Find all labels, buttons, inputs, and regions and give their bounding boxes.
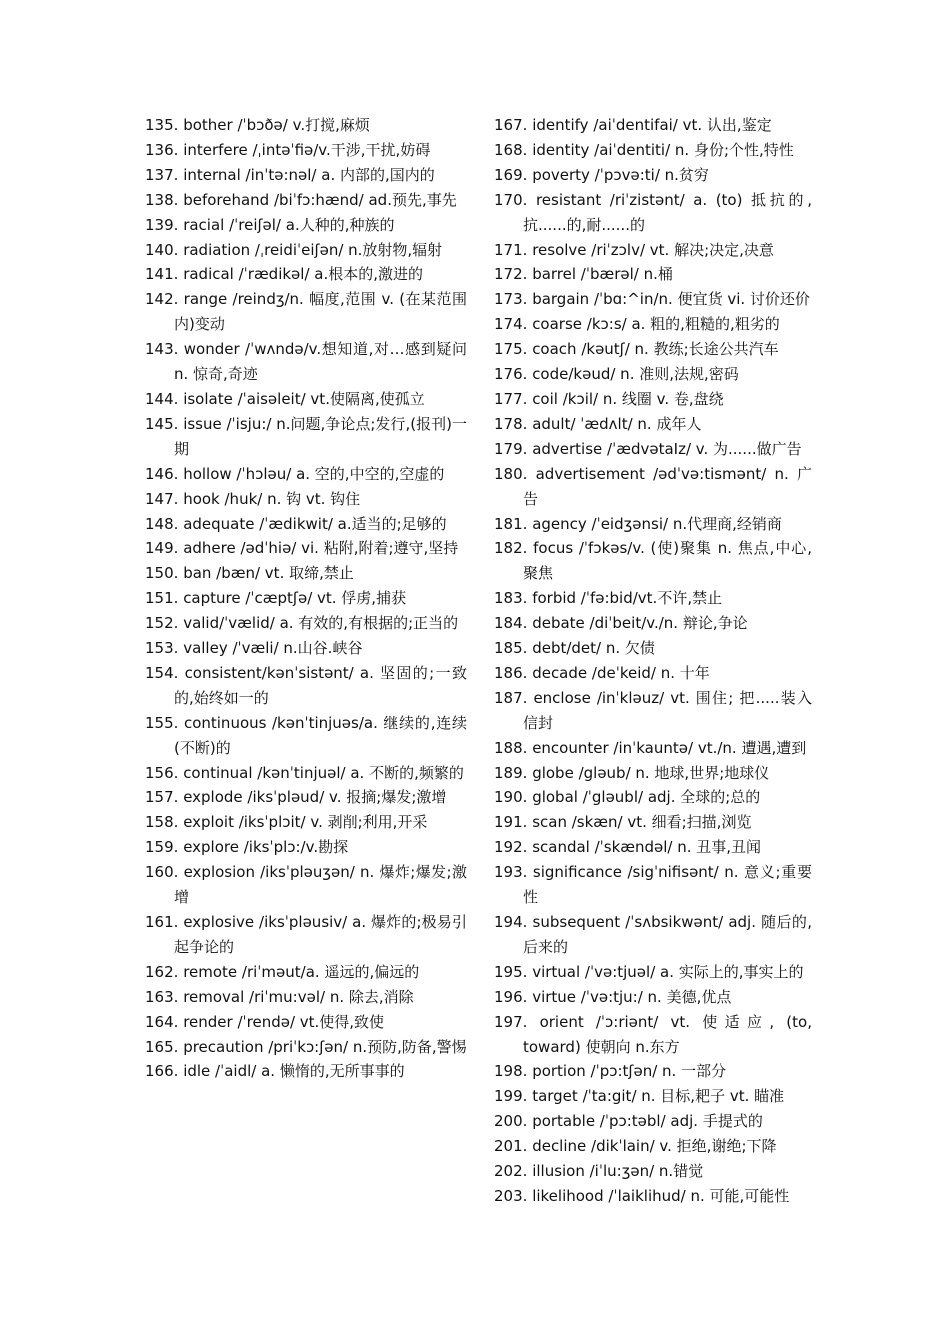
entry-text: advertisement /ədˈvə:tismənt/ n. 广告	[523, 464, 812, 508]
vocab-entry	[494, 312, 812, 337]
entry-number: 139.	[145, 215, 179, 234]
entry-number: 170.	[494, 190, 528, 209]
entry-text: identify /aiˈdentifai/ vt. 认出,鉴定	[532, 116, 772, 134]
vocab-entry	[494, 810, 812, 835]
entry-text: debt/det/ n. 欠债	[532, 639, 655, 658]
vocab-entry	[145, 412, 467, 462]
entry-number: 182.	[494, 539, 528, 558]
entry-text: hollow /ˈhɔləu/ a. 空的,中空的,空虚的	[183, 464, 445, 483]
vocab-entry	[145, 238, 467, 263]
entry-text: bargain /ˈbɑ:^in/n. 便宜货 vi. 讨价还价	[532, 290, 810, 309]
vocab-entry	[145, 960, 467, 985]
entry-text: precaution /priˈkɔ:ʃən/ n.预防,防备,警惕	[183, 1037, 467, 1056]
vocab-entry	[145, 810, 467, 835]
entry-number: 152.	[145, 614, 179, 633]
vocab-entry	[145, 113, 467, 138]
entry-number: 193.	[494, 863, 528, 882]
entry-text: remote /riˈməut/a. 遥远的,偏远的	[183, 962, 420, 981]
entry-number: 150.	[145, 564, 179, 583]
vocab-entry	[494, 362, 812, 387]
entry-text: enclose /inˈkləuz/ vt. 围住; 把.....装入信封	[523, 688, 812, 732]
entry-number: 155.	[145, 713, 179, 732]
entry-text: subsequent /ˈsʌbsikwənt/ adj. 随后的,后来的	[523, 913, 812, 956]
entry-text: barrel /ˈbærəl/ n.桶	[532, 265, 673, 284]
entry-text: encounter /inˈkauntə/ vt./n. 遭遇,遭到	[532, 738, 807, 757]
vocab-entry	[494, 113, 812, 138]
entry-number: 135.	[145, 116, 179, 134]
entry-text: ban /bæn/ vt. 取缔,禁止	[183, 564, 354, 583]
vocab-entry	[494, 1010, 812, 1060]
entry-number: 145.	[145, 414, 179, 433]
vocab-entry	[494, 985, 812, 1010]
entry-text: valid/ˈvælid/ a. 有效的,有根据的;正当的	[183, 614, 459, 633]
entry-text: significance /sigˈnifisənt/ n. 意义;重要性	[523, 863, 812, 907]
entry-number: 196.	[494, 987, 528, 1006]
entry-number: 191.	[494, 813, 528, 832]
entry-text: radiation /ˌreidiˈeiʃən/ n.放射物,辐射	[183, 240, 443, 259]
entry-number: 176.	[494, 365, 528, 384]
entry-text: adult/ ˈædʌlt/ n. 成年人	[532, 414, 702, 433]
entry-text: target /ˈta:git/ n. 目标,耙子 vt. 瞄准	[532, 1087, 785, 1106]
entry-text: bother /ˈbɔðə/ v.打搅,麻烦	[183, 116, 370, 134]
vocab-entry	[494, 262, 812, 287]
entry-text: resistant /riˈzistənt/ a. (to) 抵抗的,抗......的,耐......的	[523, 190, 812, 234]
entry-number: 140.	[145, 240, 179, 259]
entry-text: globe /gləub/ n. 地球,世界;地球仪	[532, 763, 770, 782]
entry-number: 151.	[145, 589, 179, 608]
vocab-entry	[494, 1059, 812, 1084]
entry-number: 171.	[494, 240, 528, 259]
entry-number: 183.	[494, 589, 528, 608]
entry-number: 168.	[494, 140, 528, 159]
vocab-entry	[145, 462, 467, 487]
entry-text: exploit /iksˈplɔit/ v. 剥削;利用,开采	[183, 813, 428, 832]
entry-number: 143.	[145, 340, 179, 359]
entry-text: explosive /iksˈpləusiv/ a. 爆炸的;极易引起争论的	[174, 913, 467, 956]
vocab-entry	[145, 387, 467, 412]
vocab-entry	[494, 611, 812, 636]
entry-text: internal /inˈtə:nəl/ a. 内部的,国内的	[183, 165, 435, 184]
vocab-entry	[494, 1109, 812, 1134]
entry-number: 187.	[494, 688, 528, 707]
entry-number: 180.	[494, 464, 528, 483]
entry-text: beforehand /biˈfɔ:hænd/ ad.预先,事先	[183, 190, 457, 209]
entry-text: coarse /kɔ:s/ a. 粗的,粗糙的,粗劣的	[532, 315, 780, 334]
vocab-entry	[494, 437, 812, 462]
entry-text: idle /ˈaidl/ a. 懒惰的,无所事事的	[183, 1062, 405, 1081]
entry-number: 137.	[145, 165, 179, 184]
entry-text: adhere /ədˈhiə/ vi. 粘附,附着;遵守,坚持	[183, 539, 459, 558]
vocab-entry	[494, 661, 812, 686]
vocab-entry	[145, 985, 467, 1010]
entry-number: 148.	[145, 514, 179, 533]
entry-text: radical /ˈrædikəl/ a.根本的,激进的	[183, 265, 424, 284]
entry-number: 195.	[494, 962, 528, 981]
entry-number: 169.	[494, 165, 528, 184]
entry-text: likelihood /ˈlaiklihud/ n. 可能,可能性	[532, 1186, 790, 1205]
entry-number: 153.	[145, 639, 179, 658]
entry-text: identity /aiˈdentiti/ n. 身份;个性,特性	[532, 140, 794, 159]
vocab-entry	[494, 138, 812, 163]
vocab-entry	[145, 337, 467, 387]
entry-number: 163.	[145, 987, 179, 1006]
vocab-entry	[494, 686, 812, 736]
entry-text: explode /iksˈpləud/ v. 报摘;爆发;激增	[183, 788, 447, 807]
entry-text: isolate /ˈaisəleit/ vt.使隔离,使孤立	[183, 389, 425, 408]
entry-number: 161.	[145, 913, 179, 931]
vocab-entry	[145, 262, 467, 287]
entry-number: 149.	[145, 539, 179, 558]
right-column	[494, 113, 812, 1209]
vocab-entry	[494, 1159, 812, 1184]
vocab-entry	[145, 1035, 467, 1060]
vocab-entry	[145, 1010, 467, 1035]
entry-text: interfere /ˌintəˈfiə/v.干涉,干扰,妨碍	[183, 140, 431, 159]
entry-number: 173.	[494, 290, 528, 309]
vocab-entry	[145, 661, 467, 711]
entry-number: 138.	[145, 190, 179, 209]
vocab-entry	[494, 636, 812, 661]
vocab-entry	[145, 287, 467, 337]
vocab-entry	[145, 536, 467, 561]
vocab-entry	[494, 1184, 812, 1209]
entry-text: agency /ˈeidʒənsi/ n.代理商,经销商	[532, 514, 782, 533]
entry-text: orient /ˈɔ:riənt/ vt. 使适应, (to, toward) 使朝向 n.东方	[523, 1012, 812, 1056]
vocab-entry	[145, 512, 467, 537]
entry-text: resolve /riˈzɔlv/ vt. 解决;决定,决意	[532, 240, 774, 259]
entry-number: 136.	[145, 140, 179, 159]
vocab-entry	[494, 238, 812, 263]
entry-number: 177.	[494, 389, 528, 408]
entry-number: 165.	[145, 1037, 179, 1056]
vocab-entry	[145, 213, 467, 238]
entry-number: 179.	[494, 439, 528, 458]
vocab-entry	[494, 960, 812, 985]
entry-text: continual /kənˈtinjuəl/ a. 不断的,频繁的	[183, 763, 464, 782]
entry-text: focus /ˈfɔkəs/v. (使)聚集 n. 焦点,中心,聚焦	[523, 539, 812, 583]
entry-text: coach /kəutʃ/ n. 教练;长途公共汽车	[532, 340, 779, 359]
vocab-entry	[145, 860, 467, 910]
entry-text: illusion /iˈlu:ʒən/ n.错觉	[532, 1162, 704, 1181]
entry-number: 141.	[145, 265, 179, 284]
entry-text: virtue /ˈvə:tju:/ n. 美德,优点	[532, 987, 732, 1006]
entry-text: scandal /ˈskændəl/ n. 丑事,丑闻	[532, 838, 762, 857]
vocab-entry	[145, 835, 467, 860]
entry-text: forbid /ˈfə:bid/vt.不许,禁止	[532, 589, 723, 608]
vocab-entry	[494, 188, 812, 238]
entry-text: range /reindʒ/n. 幅度,范围 v. (在某范围内)变动	[174, 290, 467, 334]
vocab-entry	[494, 736, 812, 761]
vocab-entry	[145, 188, 467, 213]
vocab-entry	[145, 611, 467, 636]
entry-text: adequate /ˈædikwit/ a.适当的;足够的	[183, 514, 447, 533]
vocab-entry	[494, 412, 812, 437]
vocab-entry	[145, 910, 467, 960]
entry-number: 159.	[145, 838, 179, 857]
entry-text: virtual /ˈvə:tjuəl/ a. 实际上的,事实上的	[532, 962, 804, 981]
entry-text: advertise /ˈædvətaIz/ v. 为......做广告	[532, 439, 802, 458]
vocab-entry	[494, 910, 812, 960]
left-column	[145, 113, 467, 1084]
entry-number: 167.	[494, 116, 528, 134]
entry-number: 144.	[145, 389, 179, 408]
entry-text: decade /deˈkeid/ n. 十年	[532, 663, 710, 682]
entry-text: debate /diˈbeit/v./n. 辩论,争论	[532, 614, 748, 633]
entry-number: 158.	[145, 813, 179, 832]
vocab-entry	[494, 536, 812, 586]
vocab-entry	[494, 586, 812, 611]
entry-number: 185.	[494, 639, 528, 658]
vocab-entry	[494, 1134, 812, 1159]
entry-number: 199.	[494, 1087, 528, 1106]
entry-text: code/kəud/ n. 准则,法规,密码	[532, 365, 739, 384]
entry-number: 201.	[494, 1137, 528, 1156]
vocab-entry	[145, 785, 467, 810]
vocab-entry	[494, 387, 812, 412]
entry-number: 147.	[145, 489, 179, 508]
entry-number: 156.	[145, 763, 179, 782]
vocab-entry	[494, 287, 812, 312]
entry-text: decline /dikˈlain/ v. 拒绝,谢绝;下降	[532, 1137, 777, 1156]
entry-number: 190.	[494, 788, 528, 807]
entry-text: consistent/kənˈsistənt/ a. 坚固的;一致的,始终如一的	[174, 663, 467, 707]
vocab-entry	[145, 138, 467, 163]
entry-number: 197.	[494, 1012, 528, 1031]
vocab-entry	[145, 1059, 467, 1084]
entry-text: racial /ˈreiʃəl/ a.人种的,种族的	[183, 215, 395, 234]
vocab-entry	[494, 163, 812, 188]
vocab-entry	[145, 586, 467, 611]
entry-text: global /ˈgləubl/ adj. 全球的;总的	[532, 788, 761, 807]
entry-number: 154.	[145, 663, 179, 682]
entry-text: poverty /ˈpɔvə:ti/ n.贫穷	[532, 165, 709, 184]
vocab-entry	[494, 512, 812, 537]
entry-number: 194.	[494, 913, 528, 931]
entry-text: removal /riˈmu:vəl/ n. 除去,消除	[183, 987, 414, 1006]
vocab-entry	[145, 561, 467, 586]
entry-number: 178.	[494, 414, 528, 433]
entry-number: 200.	[494, 1112, 528, 1131]
entry-text: scan /skæn/ vt. 细看;扫描,浏览	[532, 813, 752, 832]
entry-number: 172.	[494, 265, 528, 284]
entry-number: 160.	[145, 863, 179, 882]
entry-number: 175.	[494, 340, 528, 359]
vocab-entry	[145, 711, 467, 761]
entry-text: issue /ˈisju:/ n.问题,争论点;发行,(报刊)一期	[174, 414, 467, 458]
entry-number: 186.	[494, 663, 528, 682]
vocab-entry	[494, 337, 812, 362]
entry-number: 164.	[145, 1012, 179, 1031]
entry-number: 188.	[494, 738, 528, 757]
entry-number: 142.	[145, 290, 179, 309]
entry-number: 189.	[494, 763, 528, 782]
entry-number: 192.	[494, 838, 528, 857]
entry-number: 174.	[494, 315, 528, 334]
vocab-entry	[145, 636, 467, 661]
vocab-entry	[494, 1084, 812, 1109]
entry-number: 203.	[494, 1186, 528, 1205]
entry-text: hook /huk/ n. 钩 vt. 钩住	[183, 489, 361, 508]
entry-number: 198.	[494, 1062, 528, 1081]
entry-number: 166.	[145, 1062, 179, 1081]
entry-text: render /ˈrendə/ vt.使得,致使	[183, 1012, 385, 1031]
vocab-entry	[494, 785, 812, 810]
vocab-entry	[494, 462, 812, 512]
vocab-entry	[494, 860, 812, 910]
vocab-entry	[494, 761, 812, 786]
entry-text: portable /ˈpɔ:təbl/ adj. 手提式的	[532, 1112, 763, 1131]
entry-text: coil /kɔil/ n. 线圈 v. 卷,盘绕	[532, 389, 724, 408]
vocab-entry	[145, 487, 467, 512]
entry-number: 146.	[145, 464, 179, 483]
entry-number: 162.	[145, 962, 179, 981]
entry-number: 157.	[145, 788, 179, 807]
entry-number: 184.	[494, 614, 528, 633]
entry-text: explosion /iksˈpləuʒən/ n. 爆炸;爆发;激增	[174, 863, 467, 907]
vocab-entry	[494, 835, 812, 860]
entry-text: portion /ˈpɔ:tʃən/ n. 一部分	[532, 1062, 727, 1081]
entry-text: continuous /kənˈtinjuəs/a. 继续的,连续(不断)的	[174, 713, 467, 757]
entry-text: capture /ˈcæptʃə/ vt. 俘虏,捕获	[183, 589, 407, 608]
entry-text: wonder /ˈwʌndə/v.想知道,对…感到疑问 n. 惊奇,奇迹	[174, 340, 467, 384]
vocab-entry	[145, 761, 467, 786]
vocab-entry	[145, 163, 467, 188]
entry-text: explore /iksˈplɔ:/v.勘探	[183, 838, 349, 857]
entry-number: 202.	[494, 1162, 528, 1181]
entry-text: valley /ˈvæli/ n.山谷.峡谷	[183, 639, 363, 658]
entry-number: 181.	[494, 514, 528, 533]
